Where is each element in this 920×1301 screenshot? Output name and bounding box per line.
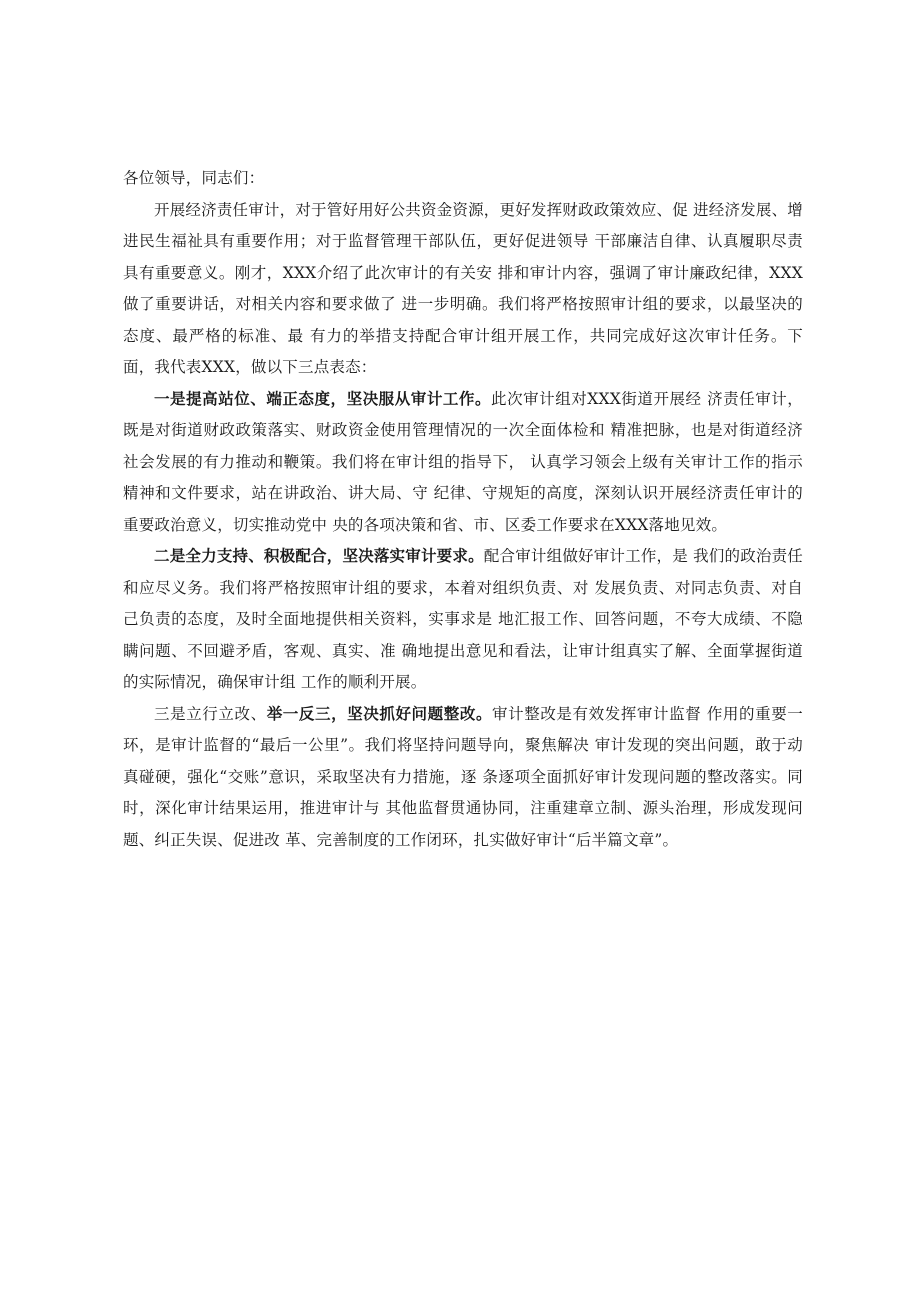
point-three-paragraph bbox=[123, 699, 803, 857]
point-three-heading: 举一反三，坚决抓好问题整改。 bbox=[266, 704, 493, 723]
point-two-heading: 二是全力支持、积极配合，坚决落实审计要求。 bbox=[154, 547, 484, 565]
point-three-body: 审计整改是有效发挥审计监督 作用的重要一环，是审计监督的“最后一公里”。我们将坚持问题导向，聚焦解决 审计发现的突出问题，敢于动真碰硬，强化“交账”意识，采取坚决有力措施，逐 条逐项全面抓好审计发现问题的整改落实。同时，深化审计结果运用，推进审计与 其他监督贯通协同，注重建章立制、源头治理，形成发现问题、纠正失误、促进改 革、完善制度的工作闭环，扎实做好审计“后半篇文章”。 bbox=[123, 704, 804, 849]
point-one-paragraph bbox=[123, 384, 803, 542]
point-one-heading: 一是提高站位、端正态度，坚决服从审计工作。 bbox=[154, 389, 492, 408]
point-two-body: 配合审计组做好审计工作，是 我们的政治责任和应尽义务。我们将严格按照审计组的要求，本着对组织负责、对 发展负责、对同志负责、对自己负责的态度，及时全面地提供相关资料，实事求是 地汇报工作、回答问题，不夸大成绩、不隐瞒问题、不回避矛盾，客观、真实、准 确地提出意见和看法，让审计组真实了解、全面掌握街道的实际情况，确保审计组 工作的顺利开展。 bbox=[123, 547, 804, 691]
point-two-paragraph bbox=[123, 541, 803, 699]
document-body bbox=[123, 163, 803, 856]
point-one-body: 此次审计组对XXX街道开展经 济责任审计，既是对街道财政政策落实、财政资金使用管理情况的一次全面体检和 精准把脉，也是对街道经济社会发展的有力推动和鞭策。我们将在审计组的指导下， 认真学习领会上级有关审计工作的指示精神和文件要求，站在讲政治、讲大局、守 纪律、守规矩的高度，深刻认识开展经济责任审计的重要政治意义，切实推动党中 央的各项决策和省、市、区委工作要求在XXX落地见效。 bbox=[123, 389, 804, 534]
point-three-heading-prefix: 三是立行立改、 bbox=[154, 704, 267, 723]
salutation: 各位领导，同志们： bbox=[123, 169, 265, 187]
intro-paragraph: 开展经济责任审计，对于管好用好公共资金资源，更好发挥财政政策效应、促 进经济发展、增进民生福祉具有重要作用；对于监督管理干部队伍，更好促进领导 干部廉洁自律、认真履职尽责具有重要意义。刚才，XXX介绍了此次审计的有关安 排和审计内容，强调了审计廉政纪律，XXX做了重要讲话，对相关内容和要求做了 进一步明确。我们将严格按照审计组的要求，以最坚决的态度、最严格的标准、最 有力的举措支持配合审计组开展工作，共同完成好这次审计任务。下面，我代表XXX，做以下三点表态： bbox=[123, 200, 803, 376]
